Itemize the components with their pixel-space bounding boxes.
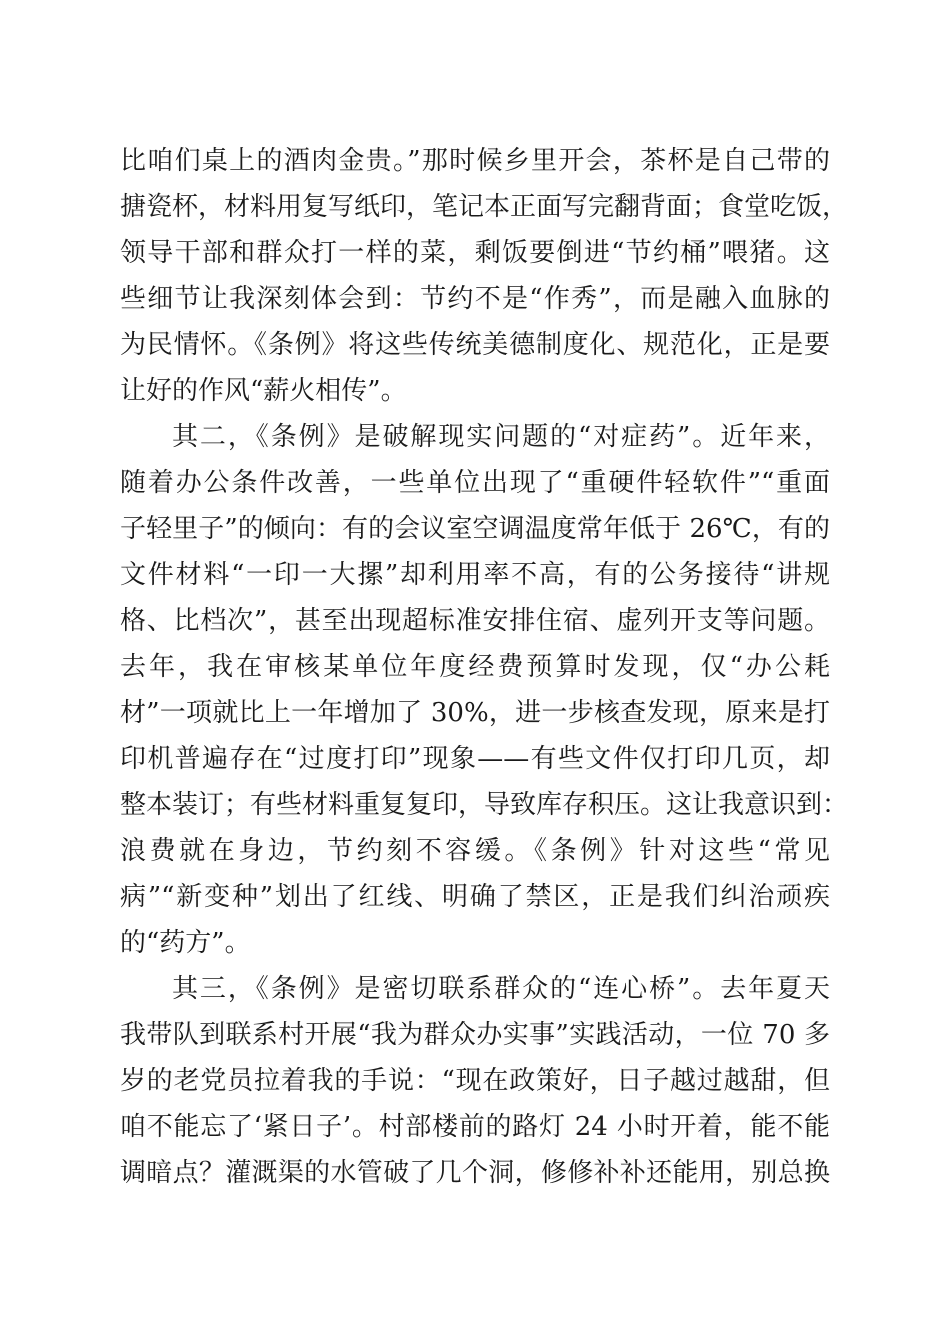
text-line: 浪费就在身边，节约刻不容缓。《条例》针对这些“常见	[120, 836, 830, 866]
text-line: 些细节让我深刻体会到：节约不是“作秀”，而是融入血脉的	[120, 284, 830, 314]
paragraph-start-line: 其三，《条例》是密切联系群众的“连心桥”。去年夏天	[172, 974, 830, 1004]
text-line: 领导干部和群众打一样的菜，剩饭要倒进“节约桶”喂猪。这	[120, 238, 830, 268]
paragraph-start-line: 其二，《条例》是破解现实问题的“对症药”。近年来，	[172, 422, 830, 452]
text-line: 咱不能忘了‘紧日子’。村部楼前的路灯 24 小时开着，能不能	[120, 1112, 830, 1142]
text-line: 材”一项就比上一年增加了 30%，进一步核查发现，原来是打	[120, 698, 830, 728]
text-line: 病”“新变种”划出了红线、明确了禁区，正是我们纠治顽疾	[120, 882, 830, 912]
text-line: 搪瓷杯，材料用复写纸印，笔记本正面写完翻背面；食堂吃饭，	[120, 192, 849, 222]
text-line: 让好的作风“薪火相传”。	[120, 376, 407, 406]
text-line: 的“药方”。	[120, 928, 251, 958]
text-line: 比咱们桌上的酒肉金贵。”那时候乡里开会，茶杯是自己带的	[120, 146, 830, 176]
text-line: 子轻里子”的倾向：有的会议室空调温度常年低于 26℃，有的	[120, 514, 830, 544]
text-line: 随着办公条件改善，一些单位出现了“重硬件轻软件”“重面	[120, 468, 830, 498]
text-line: 调暗点？灌溉渠的水管破了几个洞，修修补补还能用，别总换	[120, 1158, 830, 1188]
text-line: 格、比档次”，甚至出现超标准安排住宿、虚列开支等问题。	[120, 606, 830, 636]
text-line: 岁的老党员拉着我的手说：“现在政策好，日子越过越甜，但	[120, 1066, 830, 1096]
text-line: 文件材料“一印一大摞”却利用率不高，有的公务接待“讲规	[120, 560, 830, 590]
text-line: 去年，我在审核某单位年度经费预算时发现，仅“办公耗	[120, 652, 830, 682]
text-line: 印机普遍存在“过度打印”现象——有些文件仅打印几页，却	[120, 744, 830, 774]
text-line: 整本装订；有些材料重复复印，导致库存积压。这让我意识到：	[120, 790, 849, 820]
text-line: 为民情怀。《条例》将这些传统美德制度化、规范化，正是要	[120, 330, 830, 360]
text-line: 我带队到联系村开展“我为群众办实事”实践活动，一位 70 多	[120, 1020, 830, 1050]
